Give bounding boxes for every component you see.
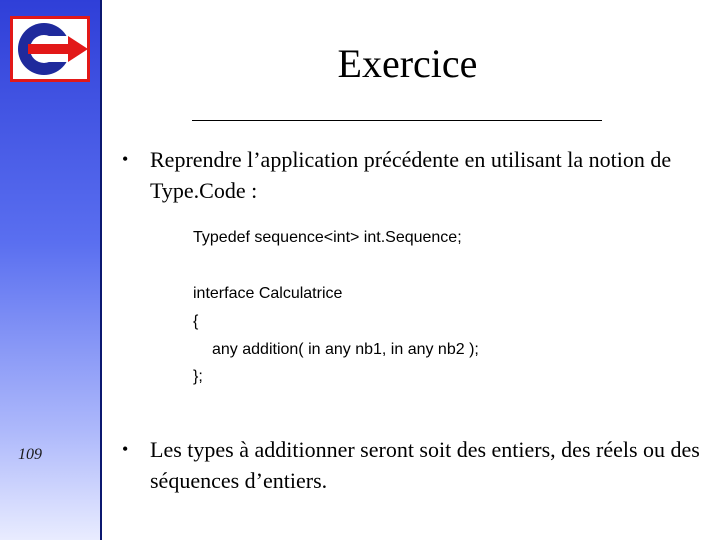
bullet-dot-icon: • [122, 149, 129, 169]
sidebar-band [0, 0, 102, 540]
code-line: }; [193, 368, 203, 385]
bullet-text: Les types à additionner seront soit des entiers, des réels ou des séquences d’entiers. [150, 437, 700, 493]
slide-title: Exercice [337, 41, 478, 86]
title-divider [192, 120, 602, 121]
code-line: Typedef sequence<int> int.Sequence; [193, 229, 462, 246]
c-arrow-logo-icon [10, 16, 90, 82]
bullet-item [120, 144, 700, 206]
code-line: any addition( in any nb1, in any nb2 ); [212, 341, 479, 358]
bullet-text: Reprendre l’application précédente en utilisant la notion de Type.Code : [150, 147, 672, 203]
page-number: 109 [18, 446, 42, 463]
bullet-item [120, 434, 700, 496]
code-line: interface Calculatrice [193, 285, 343, 302]
code-line: { [193, 313, 199, 330]
bullet-dot-icon: • [122, 439, 129, 459]
